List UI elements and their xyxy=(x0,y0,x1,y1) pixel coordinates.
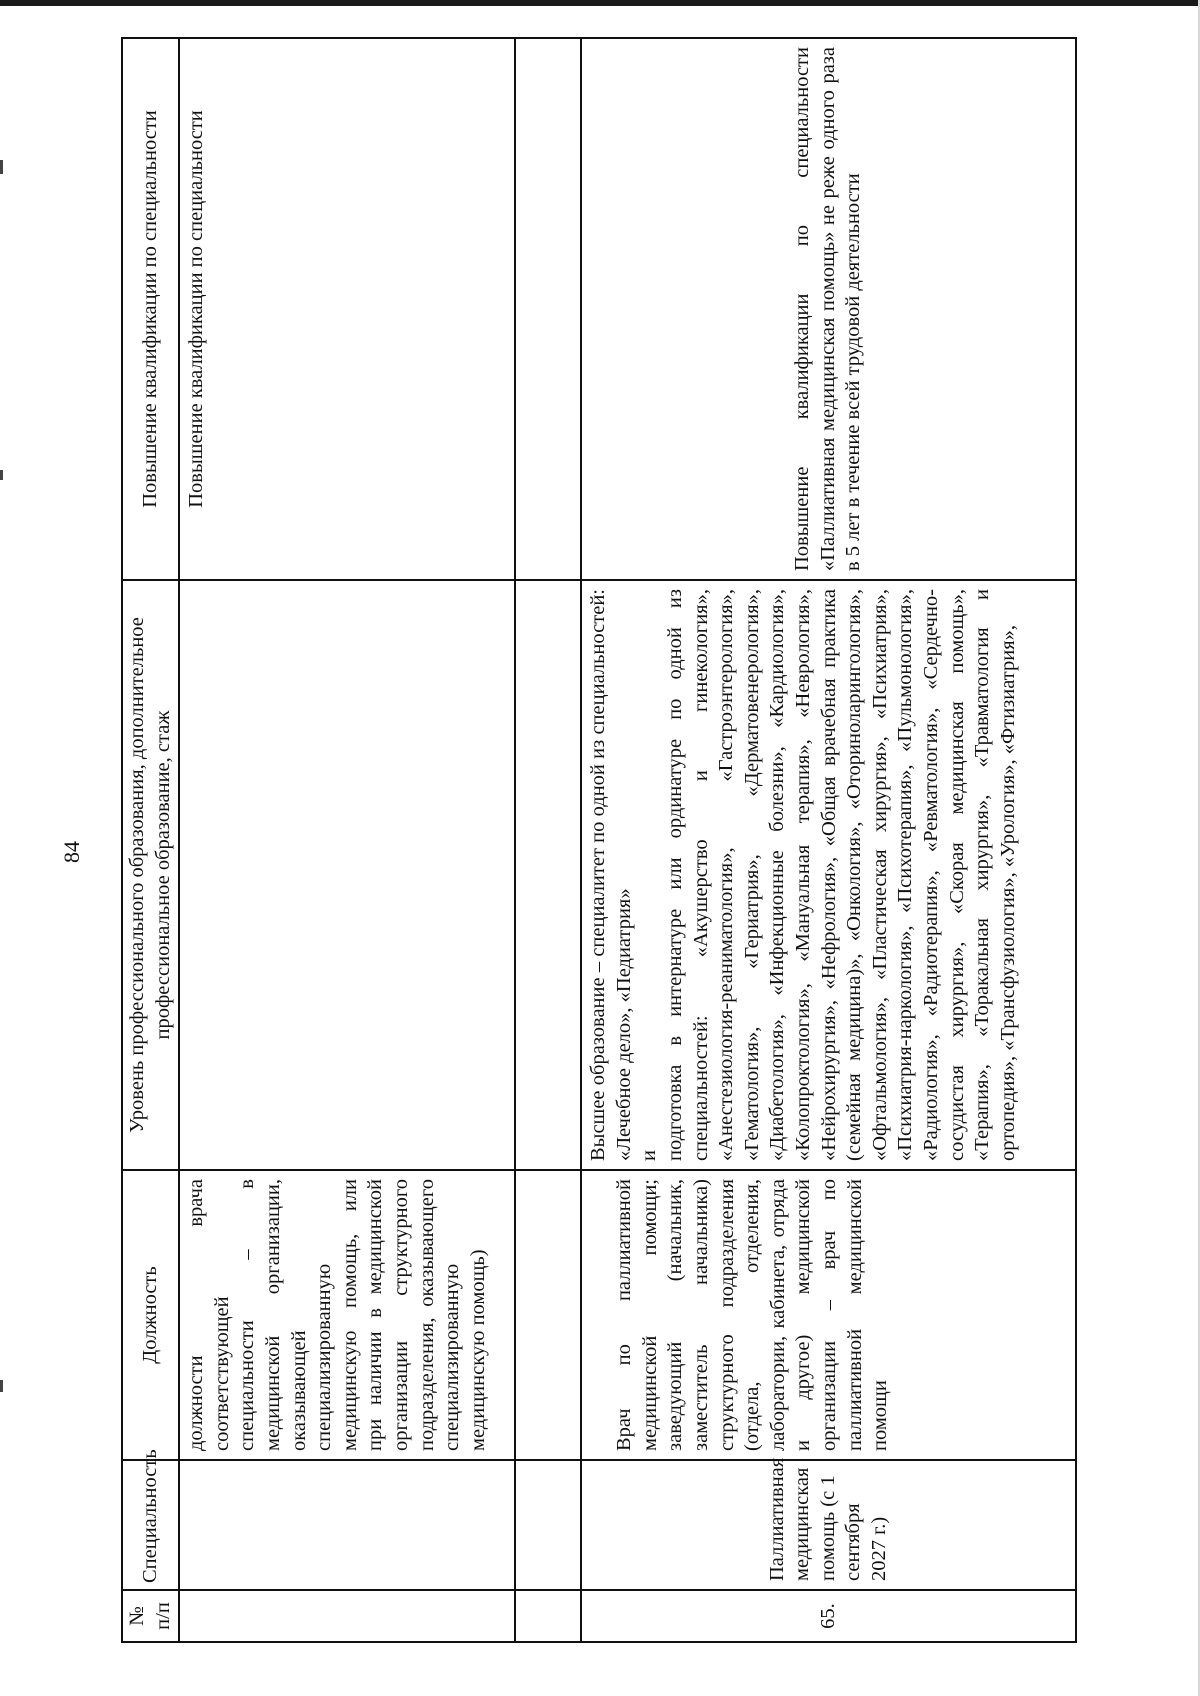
table-row xyxy=(515,38,581,1642)
header-specialty: Специальность xyxy=(122,1460,179,1590)
page-number: 84 xyxy=(59,841,84,863)
cell-position: Врач по паллиативной медицинской помощи; заведующий (начальник, заместитель начальника) структурного подразделения (отдела, отделения, лаборатории, кабинета, отряда и другое) медицинской организации – врач по паллиативной медицинской помощи xyxy=(581,1170,1076,1460)
education-internship: подготовка в интернатуре или ординатуре по одной из специальностей: «Акушерство и гинекология», «Анестезиология-реаниматология», «Гастроэнтерология», «Гематология», «Гериатрия», «Дерматовенерология», «Диабетология», «Инфекционные болезни», «Кардиология», «Колопроктология», «Мануальная терапия», «Неврология», «Нейрохирургия», «Нефрология», «Общая врачебная практика (семейная медицина)», «Онкология», «Оториноларингология», «Офтальмология», «Пластическая хирургия», «Психиатрия», «Психиатрия-наркология», «Психотерапия», «Пульмонология», «Радиология», «Радиотерапия», «Ревматология», «Сердечно-сосудистая хирургия», «Скорая медицинская помощь», «Терапия», «Торакальная хирургия», «Травматология и ортопедия», «Трансфузиология», «Урология», «Фтизиатрия», xyxy=(663,589,1019,1161)
cell-education xyxy=(581,580,1076,1170)
qualification-table xyxy=(121,37,1077,1643)
cell-training xyxy=(515,38,581,580)
header-training: Повышение квалификации по специальности xyxy=(122,38,179,580)
cell-num: 65. xyxy=(581,1590,1076,1642)
cell-position: должности врача соответствующей специальности – в медицинской организации, оказывающей специализированную медицинскую помощь, или при наличии в медицинской организации структурного подразделения, оказывающего специализированную медицинскую помощь) xyxy=(179,1170,515,1460)
education-line-higher: Высшее образование – специалитет по одной из специальностей: «Лечебное дело», «Педиатрия» xyxy=(587,589,635,1161)
rotated-table-wrapper xyxy=(121,39,1077,1643)
header-num: № п/п xyxy=(122,1590,179,1642)
table-row xyxy=(179,38,515,1642)
scan-edge-mark xyxy=(0,160,3,174)
cell-education xyxy=(515,580,581,1170)
cell-num xyxy=(179,1590,515,1642)
cell-specialty xyxy=(515,1460,581,1590)
header-education: Уровень профессионального образования, дополнительное профессиональное образование, стаж xyxy=(122,580,179,1170)
education-conjunction: и xyxy=(638,1150,661,1161)
header-position: Должность xyxy=(122,1170,179,1460)
cell-num xyxy=(515,1590,581,1642)
table-header-row xyxy=(122,38,179,1642)
scan-top-edge xyxy=(0,0,1200,6)
cell-training: Повышение квалификации по специальности xyxy=(179,38,515,580)
cell-training: Повышение квалификации по специальности «Паллиативная медицинская помощь» не реже одного раза в 5 лет в течение всей трудовой деятельности xyxy=(581,38,1076,580)
cell-specialty xyxy=(179,1460,515,1590)
cell-education xyxy=(179,580,515,1170)
cell-position xyxy=(515,1170,581,1460)
scan-edge-mark xyxy=(0,1380,3,1392)
scan-edge-mark xyxy=(0,470,3,480)
table-row xyxy=(581,38,1076,1642)
cell-specialty: Паллиативная медицинская помощь (с 1 сентября 2027 г.) xyxy=(581,1460,1076,1590)
